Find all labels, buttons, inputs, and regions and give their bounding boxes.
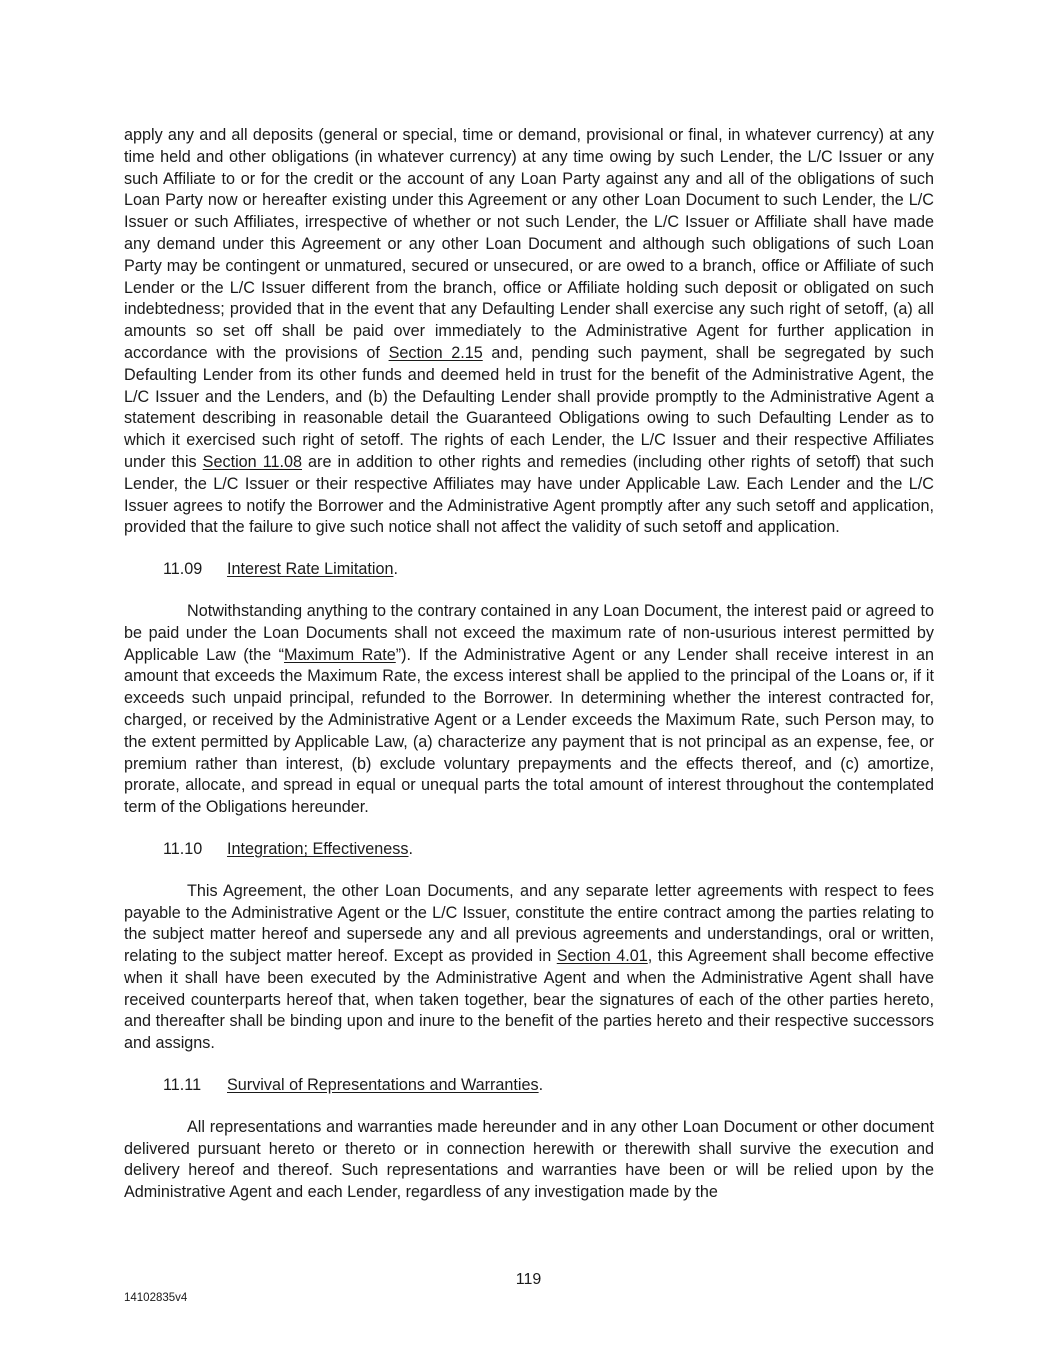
section-heading-11-09: [124, 559, 934, 581]
section-reference-11-08: Section 11.08: [202, 452, 303, 471]
paragraph-text: , this Agreement shall become effective when it shall have been executed by the Administrative Agent and when the Administrative Agent shall have received counterparts hereof that, when taken together, bear the signatures of each of the other parties hereto, and thereafter shall be binding upon and inure to the benefit of the parties hereto and their respective successors and assigns.: [124, 947, 934, 1053]
section-title: Survival of Representations and Warranties: [227, 1076, 539, 1095]
paragraph-text: Notwithstanding anything to the contrary contained in any Loan Document, the interest paid or agreed to be paid under the Loan Documents shall not exceed the maximum rate of non-usurious interest permitted by Applicable Law (the “: [124, 601, 934, 664]
paragraph-text: apply any and all deposits (general or special, time or demand, provisional or final, in whatever currency) at any time held and other obligations (in whatever currency) at any time owing by such Lender, the L/C Issuer or any such Affiliate to or for the credit or the account of any Loan Party against any and all of the obligations of such Loan Party now or hereafter existing under this Agreement or any other Loan Document to such Lender, the L/C Issuer or such Affiliates, irrespective of whether or not such Lender, the L/C Issuer or Affiliate shall have made any demand under this Agreement or any other Loan Document and although such obligations of such Loan Party may be contingent or unmatured, secured or unsecured, or are owed to a branch, office or Affiliate of such Lender or the L/C Issuer different from the branch, office or Affiliate holding such deposit or obligated on such indebtedness; provided that in the event that any Defaulting Lender shall exercise any such right of setoff, (a) all amounts so set off shall be paid over immediately to the Administrative Agent for further application in accordance with the provisions of: [124, 126, 934, 362]
defined-term-maximum-rate: Maximum Rate: [283, 645, 396, 664]
paragraph-text: are in addition to other rights and remedies (including other rights of setoff) that such Lender, the L/C Issuer or their respective Affiliates may have under Applicable Law. Each Lender and the L/C Issuer agrees to notify the Borrower and the Administrative Agent promptly after any such setoff and application, provided that the failure to give such notice shall not affect the validity of such setoff and application.: [124, 452, 935, 537]
paragraph-text: ”). If the Administrative Agent or any Lender shall receive interest in an amount that exceeds the Maximum Rate, the excess interest shall be applied to the principal of the Loans or, if it exceeds such unpaid principal, refunded to the Borrower. In determining whether the interest contracted for, charged, or received by the Administrative Agent or a Lender exceeds the Maximum Rate, such Person may, to the extent permitted by Applicable Law, (a) characterize any payment that is not principal as an expense, fee, or premium rather than interest, (b) exclude voluntary prepayments and the effects thereof, and (c) amortize, prorate, allocate, and spread in equal or unequal parts the total amount of interest throughout the contemplated term of the Obligations hereunder.: [124, 645, 934, 817]
section-heading-11-11: [124, 1075, 934, 1097]
section-title: Interest Rate Limitation: [227, 560, 394, 579]
paragraph-interest-rate-limitation: [124, 601, 934, 819]
document-body: [124, 125, 934, 1204]
document-id: 14102835v4: [124, 1292, 188, 1304]
section-reference-4-01: Section 4.01: [556, 947, 648, 966]
section-title-period: .: [393, 560, 398, 579]
section-title: Integration; Effectiveness: [227, 839, 409, 858]
section-reference-2-15: Section 2.15: [388, 343, 483, 362]
section-heading-11-10: [124, 839, 934, 861]
paragraph-text: All representations and warranties made hereunder and in any other Loan Document or other document delivered pursuant hereto or thereto or in connection herewith or therewith shall survive the execution and delivery hereof and thereof. Such representations and warranties have been or will be relied upon by the Administrative Agent and each Lender, regardless of any investigation made by the: [124, 1117, 934, 1202]
section-number: 11.10: [163, 839, 203, 858]
paragraph-integration-effectiveness: [124, 881, 934, 1055]
section-title-period: .: [408, 839, 413, 858]
paragraph-text: This Agreement, the other Loan Documents, and any separate letter agreements with respect to fees payable to the Administrative Agent or the L/C Issuer, constitute the entire contract among the parties relating to the subject matter hereof and supersede any and all previous agreements and understandings, oral or written, relating to the subject matter hereof. Except as provided in: [124, 881, 934, 966]
paragraph-survival-representations: [124, 1117, 934, 1204]
section-number: 11.11: [163, 1076, 202, 1095]
paragraph-text: and, pending such payment, shall be segregated by such Defaulting Lender from its other funds and deemed held in trust for the benefit of the Administrative Agent, the L/C Issuer and the Lenders, and (b) the Defaulting Lender shall provide promptly to the Administrative Agent a statement describing in reasonable detail the Guaranteed Obligations owing to such Defaulting Lender as to which it exercised such right of setoff. The rights of each Lender, the L/C Issuer and their respective Affiliates under this: [124, 343, 935, 471]
section-number: 11.09: [163, 560, 203, 579]
paragraph-setoff-continuation: [124, 125, 934, 539]
section-title-period: .: [538, 1076, 544, 1095]
page-number: 119: [515, 1271, 542, 1288]
